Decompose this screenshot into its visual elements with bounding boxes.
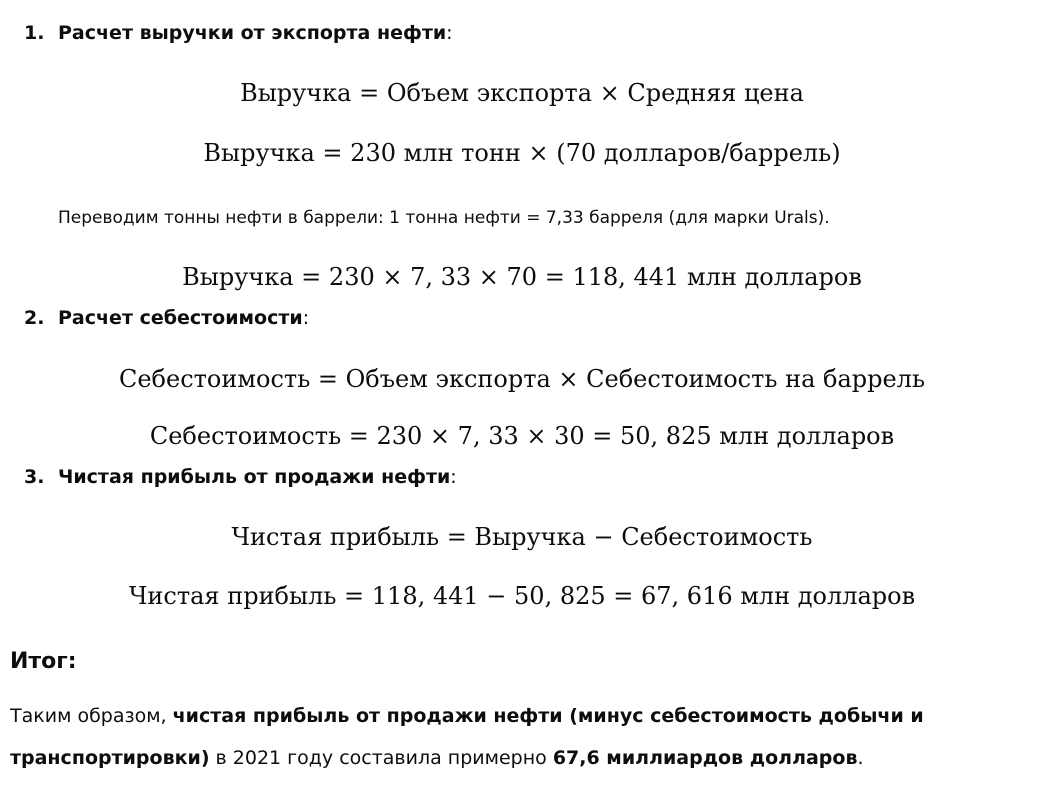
step-title-text: Расчет выручки от экспорта нефти — [58, 22, 447, 44]
step-title-text: Расчет себестоимости — [58, 307, 303, 329]
formula-revenue-definition: Выручка = Объем экспорта × Средняя цена — [240, 79, 804, 107]
step-2-title — [24, 305, 309, 331]
colon: : — [302, 307, 310, 329]
summary-text: Таким образом, — [10, 705, 173, 727]
summary-bold-amount: 67,6 миллиардов долларов — [552, 747, 858, 769]
step-3-title — [24, 464, 457, 490]
formula-profit-result: Чистая прибыль = 118, 441 − 50, 825 = 67, 616 млн долларов — [128, 582, 916, 610]
colon: : — [446, 22, 453, 44]
colon: : — [450, 466, 457, 488]
formula-revenue-result: Выручка = 230 × 7, 33 × 70 = 118, 441 млн долларов — [182, 263, 862, 291]
step-title-text: Чистая прибыль от продажи нефти — [58, 466, 451, 488]
step-number: 3. — [24, 466, 45, 488]
summary-heading: Итог: — [10, 649, 77, 674]
step-1-title — [24, 20, 453, 46]
summary-bold-profit: чистая прибыль от продажи нефти (минус себестоимость добычи и транспортировки) — [10, 705, 924, 769]
formula-cost-definition: Себестоимость = Объем экспорта × Себестоимость на баррель — [118, 365, 926, 393]
step-number: 2. — [24, 307, 45, 329]
step-number: 1. — [24, 22, 45, 44]
conversion-note: Переводим тонны нефти в баррели: 1 тонна нефти = 7,33 барреля (для марки Urals). — [58, 208, 830, 228]
formula-cost-result: Себестоимость = 230 × 7, 33 × 30 = 50, 825 млн долларов — [149, 422, 895, 450]
summary-text: в 2021 году составила примерно — [209, 747, 553, 769]
formula-profit-definition: Чистая прибыль = Выручка − Себестоимость — [231, 523, 813, 551]
formula-revenue-input: Выручка = 230 млн тонн × (70 долларов/баррель) — [203, 139, 841, 167]
summary-paragraph — [10, 695, 1030, 779]
summary-text: . — [857, 747, 864, 769]
